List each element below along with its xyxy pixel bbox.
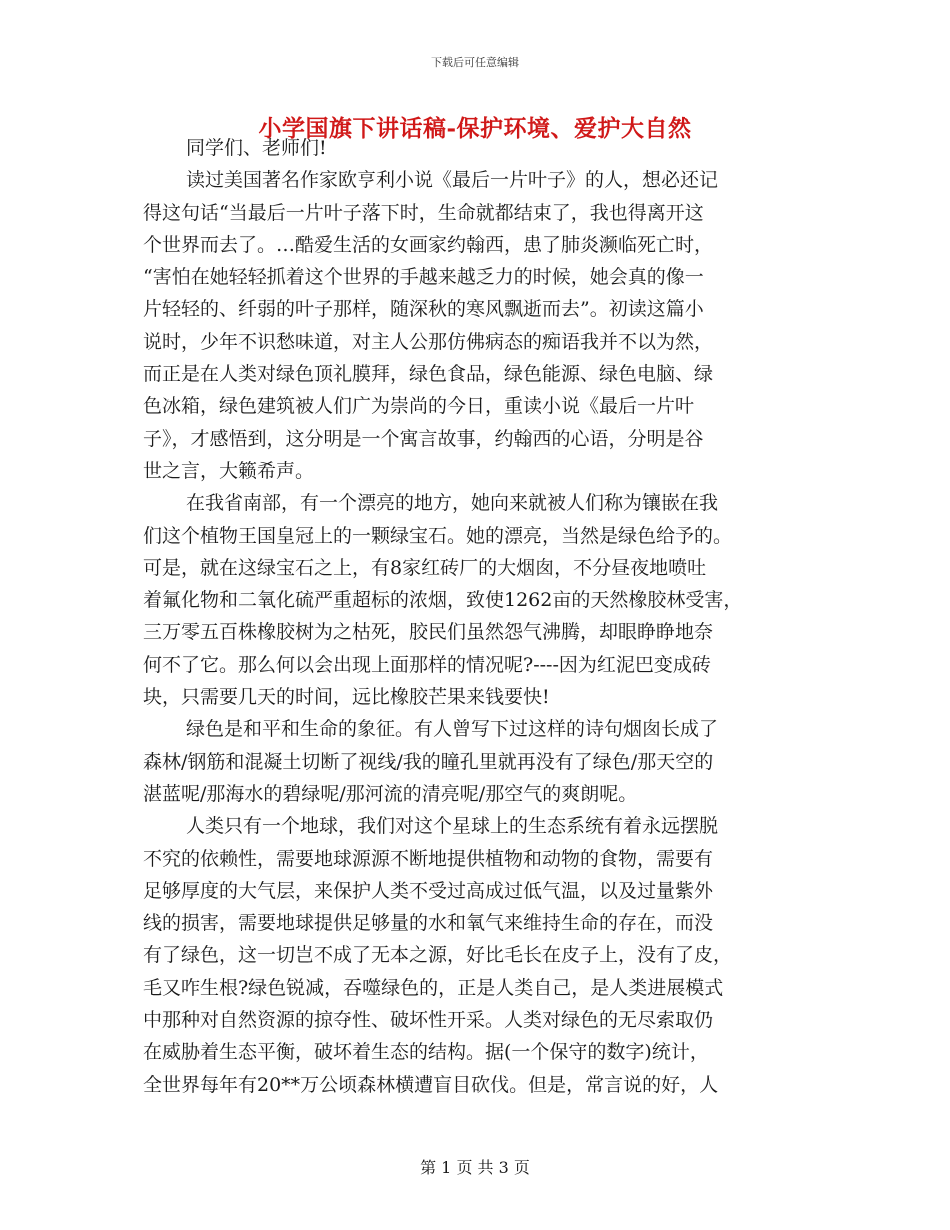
paragraph-line: 绿色是和平和生命的象征。有人曾写下过这样的诗句烟囱长成了	[186, 718, 719, 741]
paragraph-line: 片轻轻的、纤弱的叶子那样，随深秋的寒风飘逝而去”。初读这篇小	[143, 298, 704, 321]
paragraph-line: 不究的依赖性，需要地球源源不断地提供植物和动物的食物，需要有	[143, 847, 714, 870]
page-number-footer: 第 1 页 共 3 页	[420, 1158, 530, 1177]
paragraph-line: 全世界每年有20**万公顷森林横遭盲目砍伐。但是，常言说的好，人	[143, 1073, 719, 1096]
paragraph-line: 们这个植物王国皇冠上的一颗绿宝石。她的漂亮，当然是绿色给予的。	[143, 524, 733, 547]
page-header-note: 下载后可任意编辑	[431, 56, 519, 69]
paragraph-line: “害怕在她轻轻抓着这个世界的手越来越乏力的时候，她会真的像一	[143, 266, 704, 289]
paragraph-line: 足够厚度的大气层，来保护人类不受过高成过低气温，以及过量紫外	[143, 879, 714, 902]
paragraph-line: 读过美国著名作家欧亨利小说《最后一片叶子》的人，想必还记	[186, 169, 719, 192]
paragraph-line: 得这句话“当最后一片叶子落下时，生命就都结束了，我也得离开这	[143, 201, 704, 224]
salutation-line: 同学们、老师们!	[186, 137, 327, 159]
paragraph-line: 人类只有一个地球，我们对这个星球上的生态系统有着永远摆脱	[186, 815, 719, 838]
paragraph-line: 三万零五百株橡胶树为之枯死，胶民们虽然怨气沸腾，却眼睁睁地奈	[143, 621, 714, 644]
paragraph-line: 块，只需要几天的时间，远比橡胶芒果来钱要快!	[143, 686, 550, 709]
paragraph-line: 个世界而去了。…酷爱生活的女画家约翰西，患了肺炎濒临死亡时，	[143, 233, 714, 256]
paragraph-line: 何不了它。那么何以会出现上面那样的情况呢?----因为红泥巴变成砖	[143, 653, 711, 676]
paragraph-line: 湛蓝呢/那海水的碧绿呢/那河流的清亮呢/那空气的爽朗呢。	[143, 782, 638, 805]
paragraph-line: 中那种对自然资源的掠夺性、破坏性开采。人类对绿色的无尽索取仍	[143, 1009, 714, 1032]
document-body	[143, 132, 803, 1101]
paragraph-line: 色冰箱，绿色建筑被人们广为崇尚的今日，重读小说《最后一片叶	[143, 395, 695, 418]
paragraph-line: 在威胁着生态平衡，破坏着生态的结构。据(一个保守的数字)统计，	[143, 1041, 709, 1064]
paragraph-line: 可是，就在这绿宝石之上，有8家红砖厂的大烟囱，不分昼夜地喷吐	[143, 556, 707, 579]
paragraph-line: 线的损害，需要地球提供足够量的水和氧气来维持生命的存在，而没	[143, 912, 714, 935]
paragraph-line: 森林/钢筋和混凝土切断了视线/我的瞳孔里就再没有了绿色/那天空的	[143, 750, 714, 773]
paragraph-line: 毛又咋生根?绿色锐减，吞噬绿色的，正是人类自己，是人类进展模式	[143, 976, 724, 999]
paragraph-line: 世之言，大籁希声。	[143, 459, 315, 482]
paragraph-line: 在我省南部，有一个漂亮的地方，她向来就被人们称为镶嵌在我	[186, 492, 719, 515]
paragraph-line: 说时，少年不识愁味道，对主人公那仿佛病态的痴语我并不以为然，	[143, 330, 714, 353]
paragraph-line: 而正是在人类对绿色顶礼膜拜，绿色食品，绿色能源、绿色电脑、绿	[143, 363, 714, 386]
paragraph-line: 有了绿色，这一切岂不成了无本之源，好比毛长在皮子上，没有了皮，	[143, 944, 733, 967]
document-title: 小学国旗下讲话稿-保护环境、爱护大自然	[258, 115, 692, 142]
paragraph-line: 子》，才感悟到，这分明是一个寓言故事，约翰西的心语，分明是谷	[143, 427, 704, 450]
paragraph-line: 着氟化物和二氧化硫严重超标的浓烟，致使1262亩的天然橡胶林受害，	[143, 589, 743, 612]
